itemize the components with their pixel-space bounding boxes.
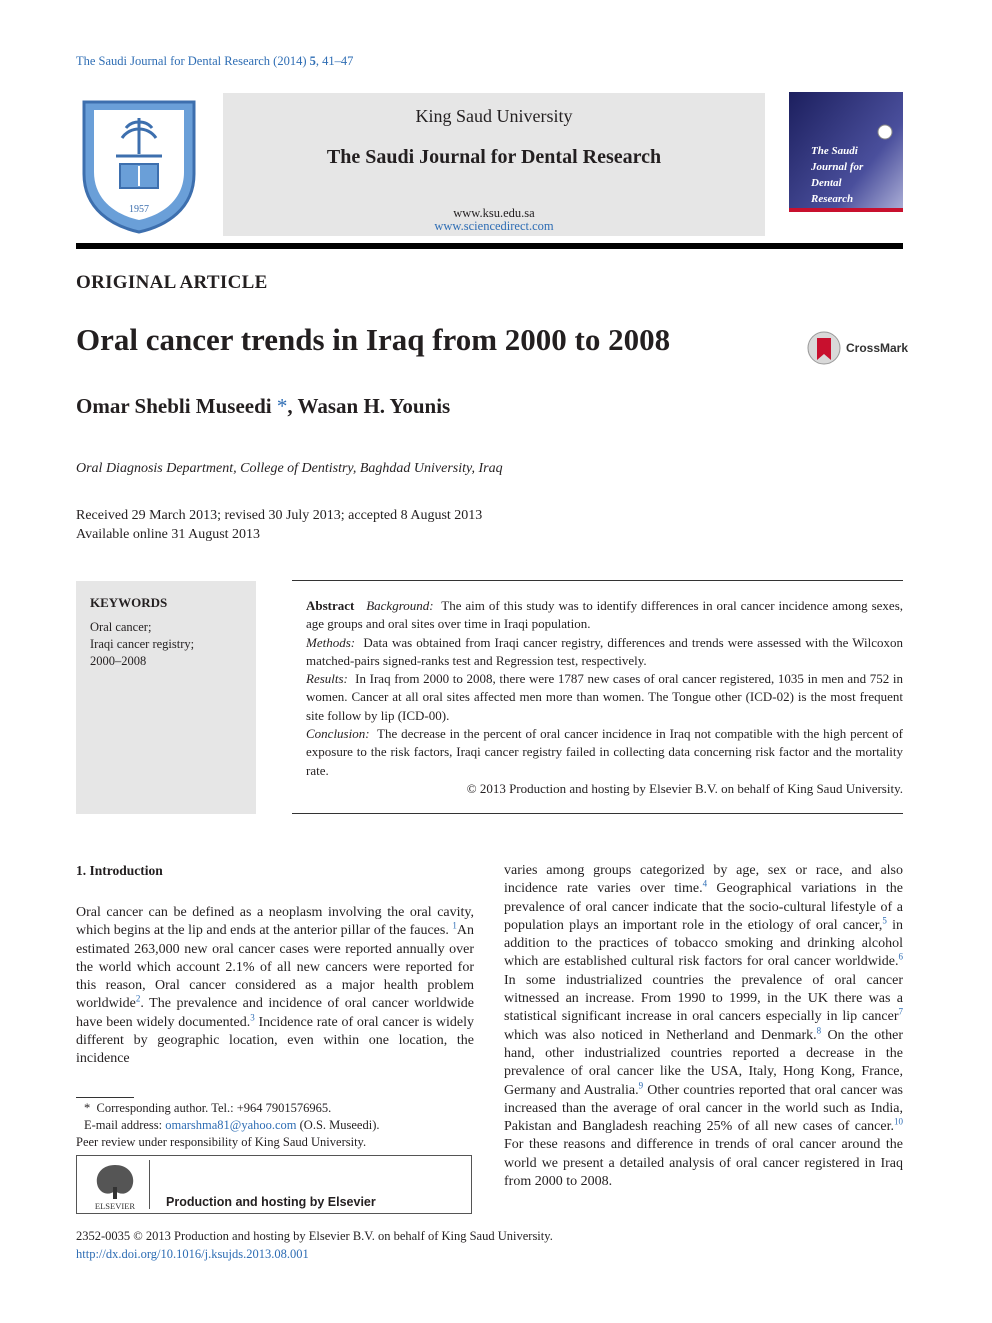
abstract	[306, 597, 903, 798]
abstract-methods	[306, 634, 903, 671]
cover-title-line-2: Journal for	[811, 161, 864, 173]
cover-title-line-3: Dental	[811, 177, 842, 189]
logo-year: 1957	[129, 204, 149, 215]
reference-link[interactable]: 10	[894, 1116, 903, 1127]
reference-link[interactable]: 9	[638, 1079, 644, 1090]
reference-link[interactable]: 1	[452, 920, 457, 931]
doi-link[interactable]: http://dx.doi.org/10.1016/j.ksujds.2013.08.001	[76, 1247, 309, 1261]
reference-link[interactable]: 6	[898, 951, 903, 962]
article-title: Oral cancer trends in Iraq from 2000 to 2008	[76, 322, 671, 357]
online-date: Available online 31 August 2013	[76, 527, 261, 542]
methods-label: Methods:	[306, 634, 356, 650]
results-label: Results:	[306, 671, 348, 687]
abstract-background	[306, 597, 903, 634]
reference-link[interactable]: 4	[702, 878, 708, 889]
article-type: ORIGINAL ARTICLE	[76, 272, 268, 293]
keywords-heading: KEYWORDS	[90, 595, 168, 610]
reference-link[interactable]: 5	[882, 915, 887, 926]
abstract-bottom-rule	[292, 813, 903, 814]
footnotes	[76, 1100, 380, 1151]
author-2: , Wasan H. Younis	[287, 394, 451, 418]
background-label: Background:	[366, 598, 434, 613]
intro-text: Oral cancer can be defined as a neoplasm involving the oral cavity, which begins at the lip and ends at the anterior pillar of the fauces.	[76, 905, 474, 939]
section-heading-introduction: 1. Introduction	[76, 863, 163, 878]
keyword-item: Iraqi cancer registry;	[90, 637, 195, 651]
intro-text: . The prevalence and incidence of oral cancer worldwide have been widely documented.	[76, 996, 474, 1030]
abstract-conclusion	[306, 725, 903, 780]
corresponding-text: Corresponding author. Tel.: +964 7901576965.	[96, 1101, 332, 1115]
journal-ref-text: The Saudi Journal for Dental Research (2014)	[76, 54, 310, 68]
keywords-box	[76, 581, 256, 814]
crossmark-label: CrossMark	[846, 341, 909, 355]
corresponding-author-note	[76, 1100, 380, 1117]
intro-right-column	[504, 862, 903, 1191]
elsevier-logo-text: ELSEVIER	[94, 1201, 136, 1211]
intro-text: in addition to the practices of tobacco smoking and drinking alcohol which are established cultural risk factors for oral cancer worldwide.	[504, 917, 904, 970]
methods-text: Data was obtained from Iraqi cancer registry, differences and trends were assessed with the Wilcoxon matched-pairs signed-ranks test and Regression test, respectively.	[306, 634, 903, 668]
email-note	[84, 1117, 380, 1134]
intro-text: Other countries reported that oral cancer was increased than the average of oral cancer in the world such as India, Pakistan and Bangladesh reaching 25% of all new cases of cancer.	[504, 1082, 903, 1135]
authors	[76, 394, 450, 419]
elsevier-logo	[86, 1159, 144, 1211]
received-dates: Received 29 March 2013; revised 30 July 2013; accepted 8 August 2013	[76, 508, 483, 523]
king-saud-university-logo	[76, 94, 202, 234]
intro-text: which was also noticed in Netherland and Denmark.	[504, 1027, 817, 1043]
crossmark-button[interactable]	[806, 330, 909, 366]
reference-link[interactable]: 8	[816, 1025, 822, 1036]
elsevier-divider	[149, 1160, 150, 1209]
background-text: The aim of this study was to identify differences in oral cancer incidence among sexes, age groups and oral sites over time in Iraqi population.	[306, 598, 904, 632]
email-link[interactable]: omarshma81@yahoo.com	[165, 1118, 297, 1132]
intro-text: varies among groups categorized by age, sex or race, and also incidence rate varies over time.	[504, 863, 903, 897]
sciencedirect-url-link[interactable]: www.sciencedirect.com	[434, 219, 554, 233]
intro-text: Incidence rate of oral cancer is widely different by geographic location, even within one location, the incidence	[76, 1014, 474, 1067]
reference-link[interactable]: 2	[135, 993, 141, 1004]
keyword-item: 2000–2008	[90, 654, 147, 668]
intro-text: Geographical variations in the prevalence of oral cancer indicate that the socio-cultural lifestyle of a population plays an important role in the etiology of oral cancer,	[504, 881, 903, 933]
journal-ref-pages: , 41–47	[315, 54, 354, 68]
crossmark-icon	[806, 330, 842, 366]
elsevier-hosting-text: Production and hosting by Elsevier	[166, 1195, 376, 1209]
intro-text: In some industrialized countries the prevalence of oral cancer witnessed an increase. From 1990 to 1999, in the UK there was a statistical significant increase in oral cancers especially in lip cancer	[504, 972, 903, 1025]
header-divider	[76, 243, 903, 249]
intro-text: An estimated 263,000 new oral cancer cases were reported annually over the world which account 2.1% of all new cancers were reported for this reason, Oral cancer considered as a major health problem worldwide	[76, 923, 474, 1012]
issn-doi	[76, 1227, 553, 1263]
cover-title-line-4: Research	[811, 193, 854, 205]
abstract-label: Abstract	[306, 598, 355, 613]
abstract-copyright: © 2013 Production and hosting by Elsevier B.V. on behalf of King Saud University.	[466, 780, 903, 796]
journal-name: The Saudi Journal for Dental Research	[326, 146, 662, 168]
cover-title-line-1: The Saudi	[811, 145, 858, 157]
corresponding-author-link[interactable]: *	[276, 394, 288, 418]
email-label: E-mail address:	[84, 1118, 166, 1132]
peer-review-note: Peer review under responsibility of King Saud University.	[76, 1135, 367, 1149]
abstract-results	[306, 670, 903, 725]
university-name: King Saud University	[415, 106, 573, 126]
intro-text: For these reasons and difference in trends of oral cancer around the world we present a detailed analysis of oral cancer registered in Iraq from 2000 to 2008.	[504, 1137, 903, 1190]
journal-cover-image	[789, 92, 903, 237]
article-dates	[76, 506, 482, 544]
journal-ref-volume: 5	[309, 54, 316, 68]
ksu-url-link[interactable]: www.ksu.edu.sa	[453, 206, 535, 220]
affiliation: Oral Diagnosis Department, College of Dentistry, Baghdad University, Iraq	[76, 461, 503, 476]
reference-link[interactable]: 3	[250, 1012, 255, 1023]
results-text: In Iraq from 2000 to 2008, there were 1787 new cases of oral cancer registered, 1035 in men and 752 in women. Cancer at all oral sites affected men more than women. The Tongue other (ICD-02) is the most frequent site follow by lip (ICD-00).	[306, 671, 903, 723]
keywords-list	[90, 619, 194, 670]
conclusion-label: Conclusion:	[306, 726, 370, 742]
conclusion-text: The decrease in the percent of oral cancer incidence in Iraq not compatible with the high percent of exposure to the risk factors, Iraqi cancer registry failed in collecting data concerning risk factor and the mortality rate.	[306, 726, 904, 778]
abstract-top-rule	[292, 580, 903, 581]
author-1: Omar Shebli Museedi	[76, 394, 277, 418]
footnote-rule	[76, 1097, 134, 1098]
issn-copyright: 2352-0035 © 2013 Production and hosting by Elsevier B.V. on behalf of King Saud University.	[76, 1229, 553, 1243]
journal-reference[interactable]	[76, 54, 353, 69]
keyword-item: Oral cancer;	[90, 620, 152, 634]
footnote-star: *	[84, 1101, 91, 1115]
intro-left-column	[76, 904, 474, 1069]
email-suffix: (O.S. Museedi).	[296, 1118, 380, 1132]
intro-text: On the other hand, other industrialized countries reported a decrease in the prevalence of oral cancer like the USA, Italy, Hong Kong, France, Germany and Australia.	[504, 1027, 903, 1098]
reference-link[interactable]: 7	[898, 1006, 903, 1017]
